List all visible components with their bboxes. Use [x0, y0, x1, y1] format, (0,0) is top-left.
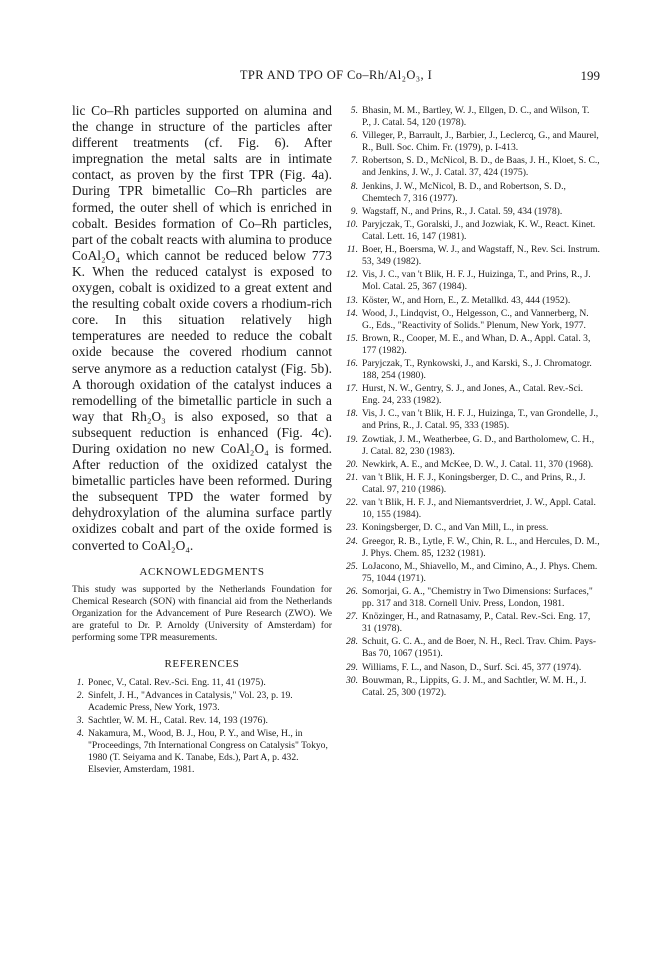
reference-item	[346, 561, 600, 585]
reference-item	[346, 105, 600, 129]
reference-number: 7.	[350, 155, 358, 167]
reference-text: Sinfelt, J. H., "Advances in Catalysis," Vol. 23, p. 19. Academic Press, New York, 1973.	[88, 689, 293, 713]
reference-number: 22.	[346, 497, 358, 509]
body-paragraph: lic Co–Rh particles supported on alumina and the change in structure of the particles after different treatments (cf. Fig. 6). After impregnation the metal salts are in intimate contact, as proven by the first TPR (Fig. 4a). During TPR bimetallic Co–Rh particles are formed, the outer shell of which is enriched in cobalt. Besides formation of Co–Rh particles, part of the cobalt reacts with alumina to produce CoAl₂O₄ which cannot be reduced below 773 K. When the reduced catalyst is exposed to oxygen, cobalt is oxidized to a great extent and the resulting cobalt oxide covers a rhodium-rich core. In this situation relatively high temperatures are needed to reduce the cobalt oxide because the covered rhodium cannot serve anymore as a reduction catalyst (Fig. 5b). A thorough oxidation of the catalyst induces a remodelling of the bimetallic particle in such a way that Rh₂O₃ is also exposed, so that a subsequent reduction is enhanced (Fig. 4c). During oxidation no new CoAl₂O₄ is formed. After reduction of the oxidized catalyst the bimetallic particles have been reformed. During the subsequent TPD the water formed by dehydroxylation of the alumina surface partly oxidizes cobalt and part of the oxide formed is converted to CoAl₂O₄.	[72, 103, 332, 553]
reference-number: 16.	[346, 358, 358, 370]
reference-item	[346, 497, 600, 521]
reference-text: Paryjczak, T., Goralski, J., and Jozwiak, K. W., React. Kinet. Catal. Lett. 16, 147 (1981).	[362, 218, 596, 242]
reference-item	[346, 155, 600, 179]
reference-text: Köster, W., and Horn, E., Z. Metallkd. 43, 444 (1952).	[362, 294, 571, 306]
reference-text: Paryjczak, T., Rynkowski, J., and Karski, S., J. Chromatogr. 188, 254 (1980).	[362, 358, 592, 382]
reference-text: Zowtiak, J. M., Weatherbee, G. D., and Bartholomew, C. H., J. Catal. 82, 230 (1983).	[362, 433, 595, 457]
references-title: REFERENCES	[164, 657, 240, 670]
reference-item	[346, 611, 600, 635]
reference-item	[346, 662, 600, 674]
reference-number: 4.	[76, 728, 84, 740]
reference-text: Robertson, S. D., McNicol, B. D., de Baas, J. H., Kloet, S. C., and Jenkins, J. W., J. Catal. 37, 424 (1975).	[362, 155, 600, 179]
reference-text: Greegor, R. B., Lytle, F. W., Chin, R. L., and Hercules, D. M., J. Phys. Chem. 85, 1232 (1981).	[362, 535, 600, 559]
reference-item	[346, 130, 600, 154]
reference-number: 30.	[346, 674, 358, 686]
reference-item	[72, 715, 332, 727]
left-column	[72, 103, 332, 777]
right-column	[346, 105, 600, 700]
reference-item	[346, 295, 600, 307]
reference-text: Wood, J., Lindqvist, O., Helgesson, C., and Vannerberg, N. G., Eds., "Reactivity of Solids." Plenum, New York, 1977.	[362, 307, 589, 331]
page-header	[0, 68, 672, 86]
running-head: TPR AND TPO OF Co–Rh/Al₂O₃, I	[239, 68, 433, 82]
reference-text: Sachtler, W. M. H., Catal. Rev. 14, 193 (1976).	[88, 715, 268, 726]
reference-text: Somorjai, G. A., "Chemistry in Two Dimensions: Surfaces," pp. 317 and 318. Cornell Univ. Press, London, 1981.	[362, 585, 593, 609]
reference-text: Bouwman, R., Lippits, G. J. M., and Sachtler, W. M. H., J. Catal. 25, 300 (1972).	[362, 674, 587, 698]
reference-number: 11.	[346, 244, 358, 256]
reference-item	[346, 383, 600, 407]
reference-item	[346, 269, 600, 293]
reference-item	[72, 677, 332, 689]
reference-item	[346, 181, 600, 205]
reference-item	[346, 459, 600, 471]
reference-item	[346, 358, 600, 382]
reference-text: van 't Blik, H. F. J., and Niemantsverdriet, J. W., Appl. Catal. 10, 155 (1984).	[362, 497, 596, 521]
reference-item	[346, 586, 600, 610]
reference-text: Williams, F. L., and Nason, D., Surf. Sci. 45, 377 (1974).	[362, 661, 582, 673]
reference-number: 28.	[346, 636, 358, 648]
reference-number: 25.	[346, 560, 358, 572]
reference-item	[346, 308, 600, 332]
reference-item	[346, 219, 600, 243]
reference-item	[346, 522, 600, 534]
reference-item	[346, 536, 600, 560]
reference-text: Hurst, N. W., Gentry, S. J., and Jones, A., Catal. Rev.-Sci. Eng. 24, 233 (1982).	[362, 383, 583, 407]
reference-number: 23.	[346, 522, 358, 534]
reference-item	[346, 333, 600, 357]
reference-number: 14.	[346, 307, 358, 319]
reference-text: Jenkins, J. W., McNicol, B. D., and Robertson, S. D., Chemtech 7, 316 (1977).	[362, 180, 566, 204]
reference-text: Vis, J. C., van 't Blik, H. F. J., Huizinga, T., van Grondelle, J., and Prins, R., J. Catal. 95, 333 (1985).	[362, 408, 599, 432]
reference-number: 2.	[76, 689, 84, 701]
reference-number: 8.	[350, 180, 358, 192]
reference-text: LoJacono, M., Shiavello, M., and Cimino, A., J. Phys. Chem. 75, 1044 (1971).	[362, 560, 598, 584]
reference-text: van 't Blik, H. F. J., Koningsberger, D. C., and Prins, R., J. Catal. 97, 210 (1986).	[362, 472, 586, 495]
page-number: 199	[580, 68, 600, 83]
body-text	[72, 103, 332, 554]
reference-number: 13.	[346, 294, 358, 306]
reference-item	[72, 728, 332, 776]
reference-text: Nakamura, M., Wood, B. J., Hou, P. Y., and Wise, H., in "Proceedings, 7th International Congress on Catalysis" Tokyo, 1980 (T. Seiyama and K. Tanabe, Eds.), Part A, p. 432. Elsevier, Amsterdam, 1981.	[88, 728, 328, 776]
reference-number: 1.	[76, 676, 84, 688]
reference-number: 24.	[346, 535, 358, 547]
reference-item	[346, 472, 600, 496]
reference-number: 21.	[346, 472, 358, 483]
reference-number: 26.	[346, 585, 358, 597]
reference-text: Brown, R., Cooper, M. E., and Whan, D. A., Appl. Catal. 3, 177 (1982).	[362, 332, 591, 356]
reference-number: 12.	[346, 269, 358, 281]
reference-text: Ponec, V., Catal. Rev.-Sci. Eng. 11, 41 (1975).	[88, 676, 266, 688]
reference-item	[346, 675, 600, 699]
reference-item	[346, 636, 600, 660]
reference-text: Vis, J. C., van 't Blik, H. F. J., Huizinga, T., and Prins, R., J. Mol. Catal. 25, 367 (1984).	[362, 269, 591, 293]
reference-number: 6.	[350, 130, 358, 142]
reference-text: Koningsberger, D. C., and Van Mill, L., in press.	[362, 522, 549, 534]
reference-number: 10.	[346, 218, 358, 230]
reference-text: Schuit, G. C. A., and de Boer, N. H., Recl. Trav. Chim. Pays-Bas 70, 1067 (1951).	[362, 636, 597, 660]
reference-list-right	[346, 105, 600, 699]
reference-number: 20.	[346, 458, 358, 470]
reference-list-left	[72, 677, 332, 777]
reference-text: Knözinger, H., and Ratnasamy, P., Catal. Rev.-Sci. Eng. 17, 31 (1978).	[362, 611, 591, 635]
reference-number: 15.	[346, 332, 358, 344]
reference-item	[346, 206, 600, 218]
reference-number: 3.	[76, 715, 84, 726]
reference-number: 17.	[346, 383, 358, 395]
acknowledgments-text: This study was supported by the Netherlands Foundation for Chemical Research (SON) with financial aid from the Netherlands Organization for the Advancement of Pure Research (ZWO). We are grateful to Dr. P. Arnoldy (University of Amsterdam) for performing some TPR measurements.	[72, 583, 332, 643]
reference-number: 5.	[350, 105, 358, 116]
reference-item	[346, 434, 600, 458]
reference-text: Boer, H., Boersma, W. J., and Wagstaff, N., Rev. Sci. Instrum. 53, 349 (1982).	[362, 244, 600, 268]
reference-text: Bhasin, M. M., Bartley, W. J., Ellgen, D. C., and Wilson, T. P., J. Catal. 54, 120 (1978).	[362, 105, 590, 128]
reference-number: 18.	[346, 408, 358, 420]
reference-number: 19.	[346, 433, 358, 445]
reference-item	[346, 408, 600, 432]
reference-text: Wagstaff, N., and Prins, R., J. Catal. 59, 434 (1978).	[362, 205, 563, 217]
reference-number: 29.	[346, 661, 358, 673]
reference-item	[346, 244, 600, 268]
reference-text: Villeger, P., Barrault, J., Barbier, J., Leclercq, G., and Maurel, R., Bull. Soc. Chim. Fr. (1979), p. I-413.	[362, 130, 599, 154]
reference-text: Newkirk, A. E., and McKee, D. W., J. Catal. 11, 370 (1968).	[362, 458, 594, 470]
reference-item	[72, 690, 332, 714]
reference-number: 27.	[346, 611, 358, 623]
acknowledgments-title: ACKNOWLEDGMENTS	[139, 565, 265, 578]
reference-number: 9.	[350, 205, 358, 217]
